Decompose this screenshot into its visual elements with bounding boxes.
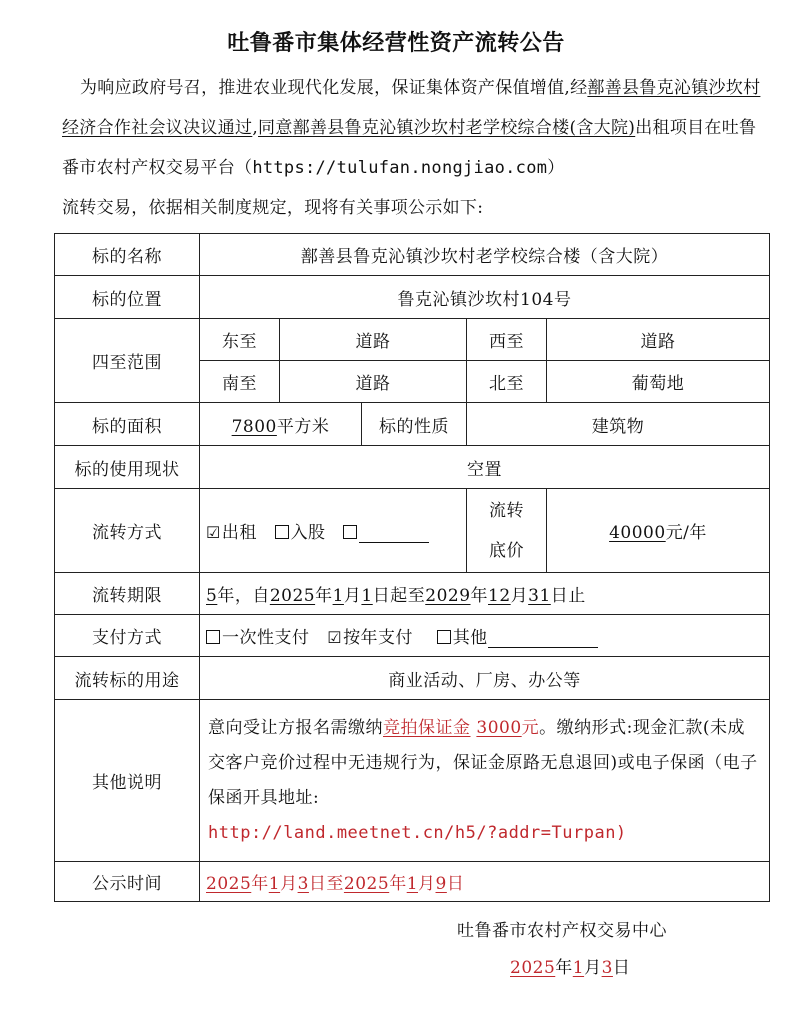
table-row xyxy=(55,446,770,489)
table-row xyxy=(55,276,770,319)
base-price-label-1: 流转 xyxy=(489,500,524,521)
south-value: 道路 xyxy=(280,361,467,403)
notice-text: 年 xyxy=(251,874,269,894)
notice-text: 日 xyxy=(446,874,465,894)
issue-date xyxy=(510,953,630,978)
page-title: 吐鲁番市集体经营性资产流转公告 xyxy=(227,31,565,56)
notice-end-year: 2025 xyxy=(343,874,390,894)
notice-text: 年 xyxy=(389,874,407,894)
base-price-label xyxy=(467,489,547,573)
location-value: 鲁克沁镇沙坎村104号 xyxy=(200,276,770,319)
name-label: 标的名称 xyxy=(55,234,200,276)
issue-date-text: 日 xyxy=(612,958,631,978)
term-end-day: 31 xyxy=(528,586,551,606)
term-text: 日起至 xyxy=(372,586,426,606)
term-start-year: 2025 xyxy=(269,586,316,606)
term-text: 年 xyxy=(470,586,489,606)
issue-day: 3 xyxy=(601,958,613,978)
issuer-name: 吐鲁番市农村产权交易中心 xyxy=(457,921,667,941)
mode-option-rent: 出租 xyxy=(221,523,257,543)
area-value xyxy=(200,403,362,446)
issue-month: 1 xyxy=(572,958,585,978)
payment-other-blank[interactable] xyxy=(488,629,598,648)
table-row xyxy=(55,700,770,862)
checkbox-icon[interactable] xyxy=(437,630,451,644)
north-value: 葡萄地 xyxy=(547,361,770,403)
term-start-day: 1 xyxy=(361,586,373,606)
notice-text: 月 xyxy=(418,874,436,894)
table-row xyxy=(55,573,770,615)
table-row xyxy=(55,403,770,446)
term-label: 流转期限 xyxy=(55,573,200,615)
guarantee-link[interactable]: http://land.meetnet.cn/h5/?addr=Turpan) xyxy=(208,822,627,843)
payment-option-once: 一次性支付 xyxy=(222,628,310,648)
term-text: 月 xyxy=(510,586,529,606)
intro-text-5: 流转交易，依据相关制度规定，现将有关事项公示如下: xyxy=(62,198,484,218)
table-row xyxy=(55,862,770,902)
mode-option-blank[interactable] xyxy=(359,524,429,543)
deposit-label: 竞拍保证金 xyxy=(383,717,471,738)
west-label: 西至 xyxy=(467,319,547,361)
payment-option-yearly: 按年支付 xyxy=(343,628,414,648)
notice-value xyxy=(200,862,770,902)
intro-text-3: 出租项目在吐鲁番市农村产权交易平台（ xyxy=(62,118,757,178)
east-label: 东至 xyxy=(200,319,280,361)
issue-year: 2025 xyxy=(510,958,556,978)
platform-url[interactable]: https://tulufan.nongjiao.com xyxy=(252,158,548,178)
intro-resolution: 鄯善县鲁克沁镇沙坎村经济合作社会议决议通过 xyxy=(62,78,761,138)
checkbox-icon[interactable] xyxy=(206,630,220,644)
south-label: 南至 xyxy=(200,361,280,403)
payment-options xyxy=(200,615,770,657)
payment-label: 支付方式 xyxy=(55,615,200,657)
base-price-number: 40000 xyxy=(609,523,666,543)
table-row xyxy=(55,234,770,276)
table-row xyxy=(55,657,770,700)
notice-table xyxy=(54,233,770,902)
term-value xyxy=(200,573,770,615)
boundary-label: 四至范围 xyxy=(55,319,200,403)
checked-box-icon[interactable]: ☑ xyxy=(327,628,343,647)
other-text: 意向受让方报名需缴纳 xyxy=(208,717,383,738)
payment-option-other: 其他 xyxy=(452,628,488,648)
checked-box-icon[interactable]: ☑ xyxy=(206,523,221,542)
nature-label: 标的性质 xyxy=(362,403,467,446)
term-years: 5 xyxy=(206,586,218,606)
intro-text-1: 为响应政府号召，推进农业现代化发展，保证集体资产保值增值,经 xyxy=(80,78,588,98)
east-value: 道路 xyxy=(280,319,467,361)
area-label: 标的面积 xyxy=(55,403,200,446)
term-end-year: 2029 xyxy=(425,586,471,606)
usage-value: 商业活动、厂房、办公等 xyxy=(200,657,770,700)
term-end-month: 12 xyxy=(488,586,511,606)
issue-date-text: 月 xyxy=(584,958,602,978)
intro-text-2: 同意 xyxy=(258,118,293,138)
other-label: 其他说明 xyxy=(55,700,200,862)
usage-label: 流转标的用途 xyxy=(55,657,200,700)
notice-end-month: 1 xyxy=(406,874,419,894)
area-unit: 平方米 xyxy=(276,416,330,437)
area-number: 7800 xyxy=(231,416,277,437)
notice-text: 日至 xyxy=(308,874,344,894)
status-label: 标的使用现状 xyxy=(55,446,200,489)
issue-date-text: 年 xyxy=(555,958,573,978)
notice-start-year: 2025 xyxy=(206,874,252,894)
intro-comma: , xyxy=(252,118,259,138)
term-start-month: 1 xyxy=(332,586,344,606)
location-label: 标的位置 xyxy=(55,276,200,319)
term-text: 月 xyxy=(343,586,362,606)
base-price-label-2: 底价 xyxy=(489,540,524,561)
north-label: 北至 xyxy=(467,361,547,403)
mode-option-share: 入股 xyxy=(290,523,326,543)
table-row xyxy=(55,319,770,361)
checkbox-icon[interactable] xyxy=(275,525,289,539)
term-text: 日止 xyxy=(550,586,586,606)
notice-label: 公示时间 xyxy=(55,862,200,902)
other-text-2: 。缴纳形式:现金汇款(未成交客户竞价过程中无违规行为，保证金原路无息退回)或电子保函（电子保函开具地址: xyxy=(208,717,758,808)
term-text: 年，自 xyxy=(217,586,270,606)
mode-options xyxy=(200,489,467,573)
west-value: 道路 xyxy=(547,319,770,361)
name-value: 鄯善县鲁克沁镇沙坎村老学校综合楼（含大院） xyxy=(200,234,770,276)
deposit-amount: 3000 xyxy=(476,717,522,738)
intro-project: 鄯善县鲁克沁镇沙坎村老学校综合楼(含大院) xyxy=(292,118,636,138)
deposit-unit: 元 xyxy=(521,717,540,738)
notice-text: 月 xyxy=(280,874,298,894)
base-price-unit: 元/年 xyxy=(665,523,707,543)
checkbox-icon[interactable] xyxy=(343,525,357,539)
base-price-value xyxy=(547,489,770,573)
table-row xyxy=(55,489,770,573)
notice-start-day: 3 xyxy=(297,874,309,894)
mode-label: 流转方式 xyxy=(55,489,200,573)
intro-text-4: ） xyxy=(547,158,565,178)
notice-start-month: 1 xyxy=(268,874,281,894)
notice-end-day: 9 xyxy=(435,874,447,894)
other-value xyxy=(200,700,770,862)
status-value: 空置 xyxy=(200,446,770,489)
term-text: 年 xyxy=(315,586,333,606)
nature-value: 建筑物 xyxy=(467,403,770,446)
table-row xyxy=(55,615,770,657)
intro-paragraph xyxy=(62,68,764,228)
